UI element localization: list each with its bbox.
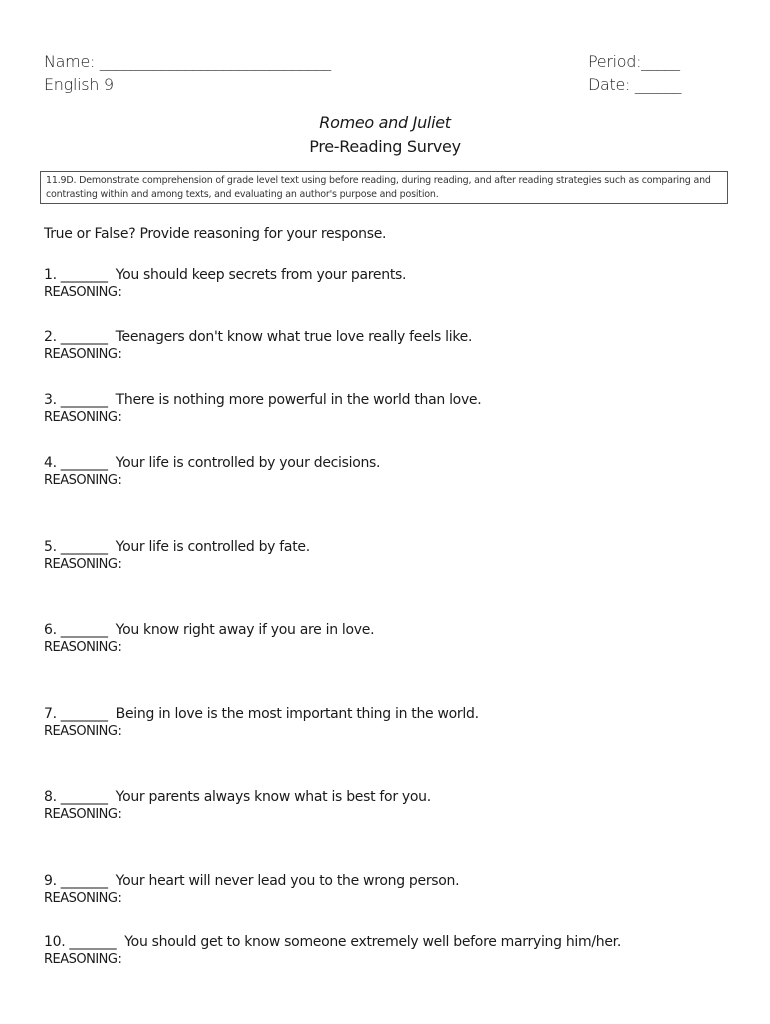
reasoning-label: REASONING: [44,952,122,967]
reasoning-label: REASONING: [44,557,122,572]
question-number: 1. [44,267,57,283]
question-item [44,392,481,425]
document-subtitle: Pre-Reading Survey [309,137,461,156]
question-item [44,329,472,362]
question-item [44,455,380,488]
question-text: You know right away if you are in love. [115,622,375,638]
question-text: You should get to know someone extremely well before marrying him/her. [124,934,621,950]
question-item [44,934,621,967]
reasoning-label: REASONING: [44,724,122,739]
question-number: 6. [44,622,57,638]
question-number: 10. [44,934,66,950]
question-text: Your heart will never lead you to the wrong person. [115,873,460,889]
standard-box [40,171,728,204]
question-number: 9. [44,873,57,889]
document-title: Romeo and Juliet [319,113,451,132]
reasoning-label: REASONING: [44,410,122,425]
question-item [44,622,374,655]
question-number: 7. [44,706,57,722]
answer-blank: _______ [60,267,108,283]
answer-blank: _______ [60,622,108,638]
question-text: There is nothing more powerful in the world than love. [115,392,482,408]
answer-blank: _______ [69,934,117,950]
question-text: Your parents always know what is best for you. [115,789,431,805]
reasoning-label: REASONING: [44,891,122,906]
question-text: Being in love is the most important thing in the world. [115,706,479,722]
reasoning-label: REASONING: [44,640,122,655]
reasoning-label: REASONING: [44,285,122,300]
question-text: Your life is controlled by your decisions. [115,455,381,471]
question-number: 3. [44,392,57,408]
reasoning-label: REASONING: [44,347,122,362]
reasoning-label: REASONING: [44,807,122,822]
question-item [44,789,431,822]
period-field-label: Period:_____ [588,52,680,71]
question-item [44,267,406,300]
answer-blank: _______ [60,539,108,555]
reasoning-label: REASONING: [44,473,122,488]
question-text: Your life is controlled by fate. [115,539,310,555]
question-number: 8. [44,789,57,805]
answer-blank: _______ [60,789,108,805]
question-item [44,539,310,572]
question-number: 2. [44,329,57,345]
question-item [44,873,459,906]
standard-text: 11.9D. Demonstrate comprehension of grade level text using before reading, during reading, and after reading strategies such as comparing and contrasting within and among texts, and evaluating an author's purpose and position. [46,175,711,200]
question-item [44,706,479,739]
question-text: Teenagers don't know what true love really feels like. [115,329,473,345]
answer-blank: _______ [60,455,108,471]
answer-blank: _______ [60,873,108,889]
name-field-label: Name: ______________________________ [44,52,331,71]
question-number: 4. [44,455,57,471]
question-number: 5. [44,539,57,555]
question-text: You should keep secrets from your parents. [115,267,407,283]
instructions: True or False? Provide reasoning for your response. [44,226,387,242]
answer-blank: _______ [60,392,108,408]
date-field-label: Date: ______ [588,75,682,94]
answer-blank: _______ [60,329,108,345]
answer-blank: _______ [60,706,108,722]
class-label: English 9 [44,75,114,94]
